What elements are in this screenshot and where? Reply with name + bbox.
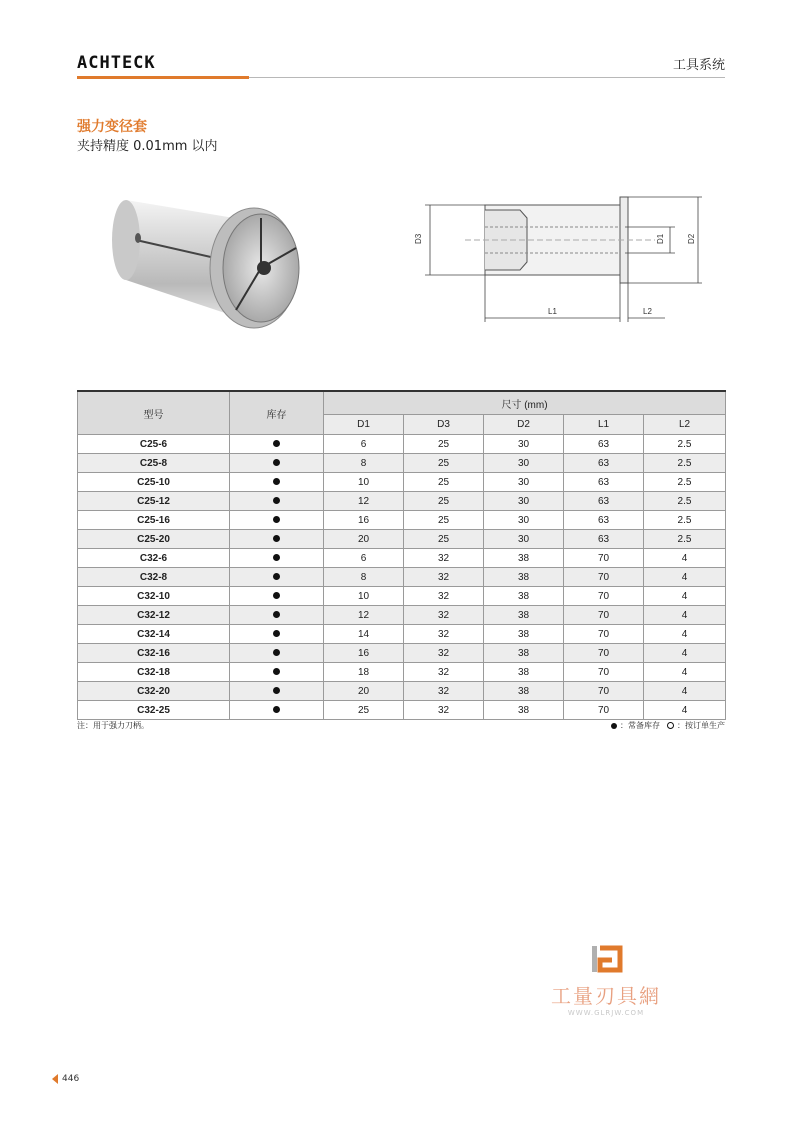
cell-l1: 70	[564, 549, 644, 568]
table-row	[78, 454, 726, 473]
label-d2: D2	[687, 233, 696, 244]
cell-l1: 70	[564, 644, 644, 663]
table-row	[78, 568, 726, 587]
label-l1: L1	[548, 307, 557, 316]
cell-stock	[230, 511, 324, 530]
cell-d2: 38	[484, 606, 564, 625]
cell-stock	[230, 454, 324, 473]
label-l2: L2	[643, 307, 652, 316]
stock-dot-icon	[273, 687, 280, 694]
subheader-l2: L2	[644, 415, 726, 435]
cell-d3: 25	[404, 511, 484, 530]
cell-model: C25-8	[78, 454, 230, 473]
cell-stock	[230, 663, 324, 682]
cell-stock	[230, 625, 324, 644]
cell-model: C32-14	[78, 625, 230, 644]
cell-d2: 38	[484, 625, 564, 644]
cell-model: C25-20	[78, 530, 230, 549]
label-d3: D3	[414, 233, 423, 244]
cell-l2: 4	[644, 701, 726, 720]
cell-l1: 70	[564, 625, 644, 644]
stock-dot-icon	[273, 630, 280, 637]
cell-stock	[230, 644, 324, 663]
subheader-d2: D2	[484, 415, 564, 435]
stock-dot-icon	[273, 478, 280, 485]
cell-d3: 25	[404, 492, 484, 511]
cell-model: C32-20	[78, 682, 230, 701]
cell-stock	[230, 587, 324, 606]
cell-l1: 70	[564, 568, 644, 587]
cell-d3: 32	[404, 606, 484, 625]
subheader-d1: D1	[324, 415, 404, 435]
cell-d1: 8	[324, 568, 404, 587]
table-row	[78, 587, 726, 606]
cell-stock	[230, 701, 324, 720]
label-d1: D1	[656, 233, 665, 244]
collet-bore	[257, 261, 271, 275]
subheader-l1: L1	[564, 415, 644, 435]
cell-d1: 12	[324, 606, 404, 625]
stock-dot-icon	[273, 649, 280, 656]
cell-l2: 2.5	[644, 492, 726, 511]
cell-d2: 30	[484, 454, 564, 473]
technical-drawing	[405, 180, 705, 325]
stock-dot-icon	[273, 668, 280, 675]
cell-d1: 18	[324, 663, 404, 682]
cell-d1: 20	[324, 530, 404, 549]
cell-d2: 30	[484, 492, 564, 511]
cell-d2: 38	[484, 568, 564, 587]
watermark-text: 工量刃具網	[551, 984, 661, 1008]
cell-stock	[230, 530, 324, 549]
product-subtitle: 夹持精度 0.01mm 以内	[77, 139, 218, 154]
table-row	[78, 625, 726, 644]
cell-d2: 38	[484, 701, 564, 720]
table-row	[78, 435, 726, 454]
cell-l2: 4	[644, 549, 726, 568]
cell-d3: 32	[404, 568, 484, 587]
cell-stock	[230, 568, 324, 587]
cell-d3: 32	[404, 701, 484, 720]
cell-l2: 4	[644, 587, 726, 606]
cell-model: C32-16	[78, 644, 230, 663]
header-stock: 库存	[230, 391, 324, 435]
cell-l1: 63	[564, 492, 644, 511]
cell-d2: 30	[484, 435, 564, 454]
cell-l2: 4	[644, 663, 726, 682]
cell-l2: 4	[644, 606, 726, 625]
stock-dot-icon	[273, 535, 280, 542]
stock-dot-icon	[273, 573, 280, 580]
cell-model: C32-12	[78, 606, 230, 625]
stock-dot-icon	[273, 440, 280, 447]
cell-model: C32-18	[78, 663, 230, 682]
cell-d2: 30	[484, 530, 564, 549]
table-row	[78, 663, 726, 682]
product-title: 强力变径套	[77, 119, 147, 135]
cell-d1: 14	[324, 625, 404, 644]
cell-d1: 16	[324, 644, 404, 663]
page-arrow-icon	[52, 1074, 58, 1084]
cell-d2: 38	[484, 682, 564, 701]
cell-l2: 4	[644, 625, 726, 644]
cell-d1: 10	[324, 587, 404, 606]
cell-d1: 16	[324, 511, 404, 530]
stock-dot-icon	[273, 592, 280, 599]
cell-stock	[230, 492, 324, 511]
watermark	[536, 944, 676, 1017]
table-row	[78, 511, 726, 530]
cell-d2: 38	[484, 644, 564, 663]
product-photo	[96, 170, 316, 340]
header-model: 型号	[78, 391, 230, 435]
table-row	[78, 701, 726, 720]
cell-l1: 70	[564, 663, 644, 682]
table-row	[78, 644, 726, 663]
cell-l1: 70	[564, 587, 644, 606]
cell-l1: 63	[564, 511, 644, 530]
cell-l2: 4	[644, 644, 726, 663]
cell-d3: 32	[404, 663, 484, 682]
brand-logo: ACHTECK	[77, 53, 156, 73]
watermark-logo	[586, 944, 626, 974]
header-accent-line	[77, 76, 249, 79]
cell-model: C32-25	[78, 701, 230, 720]
page-number: 446	[62, 1074, 80, 1084]
cell-d2: 38	[484, 549, 564, 568]
cell-l1: 70	[564, 606, 644, 625]
subheader-d3: D3	[404, 415, 484, 435]
cell-stock	[230, 473, 324, 492]
watermark-url: WWW.GLRJW.COM	[567, 1009, 645, 1017]
cell-l1: 63	[564, 530, 644, 549]
cell-model: C25-12	[78, 492, 230, 511]
table-row	[78, 530, 726, 549]
cell-d1: 6	[324, 549, 404, 568]
cell-l2: 4	[644, 568, 726, 587]
cell-model: C32-6	[78, 549, 230, 568]
stock-dot-icon	[273, 554, 280, 561]
cell-d1: 10	[324, 473, 404, 492]
cell-d1: 8	[324, 454, 404, 473]
legend-order-label: ：按订单生产	[677, 721, 725, 730]
cell-l1: 63	[564, 454, 644, 473]
cell-d2: 38	[484, 663, 564, 682]
table-row	[78, 473, 726, 492]
stock-dot-icon	[273, 516, 280, 523]
cell-l2: 2.5	[644, 435, 726, 454]
cell-l1: 63	[564, 435, 644, 454]
stock-dot-icon	[273, 611, 280, 618]
section-title: 工具系统	[672, 58, 725, 73]
cell-stock	[230, 549, 324, 568]
cell-model: C25-6	[78, 435, 230, 454]
legend-stock-icon	[611, 723, 617, 729]
cell-l1: 70	[564, 701, 644, 720]
stock-dot-icon	[273, 706, 280, 713]
cell-l2: 2.5	[644, 530, 726, 549]
header-dimensions: 尺寸 (mm)	[324, 391, 726, 415]
cell-l1: 70	[564, 682, 644, 701]
legend	[611, 720, 725, 731]
cell-d3: 25	[404, 435, 484, 454]
table-row	[78, 682, 726, 701]
cell-stock	[230, 682, 324, 701]
cell-d2: 38	[484, 587, 564, 606]
cell-l1: 63	[564, 473, 644, 492]
cell-d3: 25	[404, 473, 484, 492]
stock-dot-icon	[273, 497, 280, 504]
cell-model: C32-10	[78, 587, 230, 606]
cell-d1: 6	[324, 435, 404, 454]
cell-l2: 2.5	[644, 454, 726, 473]
legend-order-icon	[667, 722, 674, 729]
cell-d3: 25	[404, 530, 484, 549]
stock-dot-icon	[273, 459, 280, 466]
cell-l2: 4	[644, 682, 726, 701]
cell-d3: 25	[404, 454, 484, 473]
legend-stock-label: ：常备库存	[620, 721, 660, 730]
cell-stock	[230, 606, 324, 625]
table-row	[78, 606, 726, 625]
cell-d3: 32	[404, 644, 484, 663]
cell-d2: 30	[484, 511, 564, 530]
cell-l2: 2.5	[644, 473, 726, 492]
table-note: 注：用于强力刀柄。	[77, 721, 149, 730]
cell-model: C25-10	[78, 473, 230, 492]
cell-d2: 30	[484, 473, 564, 492]
cell-d3: 32	[404, 682, 484, 701]
cell-d1: 12	[324, 492, 404, 511]
cell-model: C32-8	[78, 568, 230, 587]
cell-d1: 20	[324, 682, 404, 701]
table-row	[78, 492, 726, 511]
spec-table	[77, 390, 726, 720]
header-divider	[249, 77, 725, 78]
cell-stock	[230, 435, 324, 454]
cell-d3: 32	[404, 587, 484, 606]
table-row	[78, 549, 726, 568]
cell-d3: 32	[404, 625, 484, 644]
cell-d3: 32	[404, 549, 484, 568]
page-footer	[52, 1074, 79, 1084]
cell-l2: 2.5	[644, 511, 726, 530]
cell-model: C25-16	[78, 511, 230, 530]
cell-d1: 25	[324, 701, 404, 720]
